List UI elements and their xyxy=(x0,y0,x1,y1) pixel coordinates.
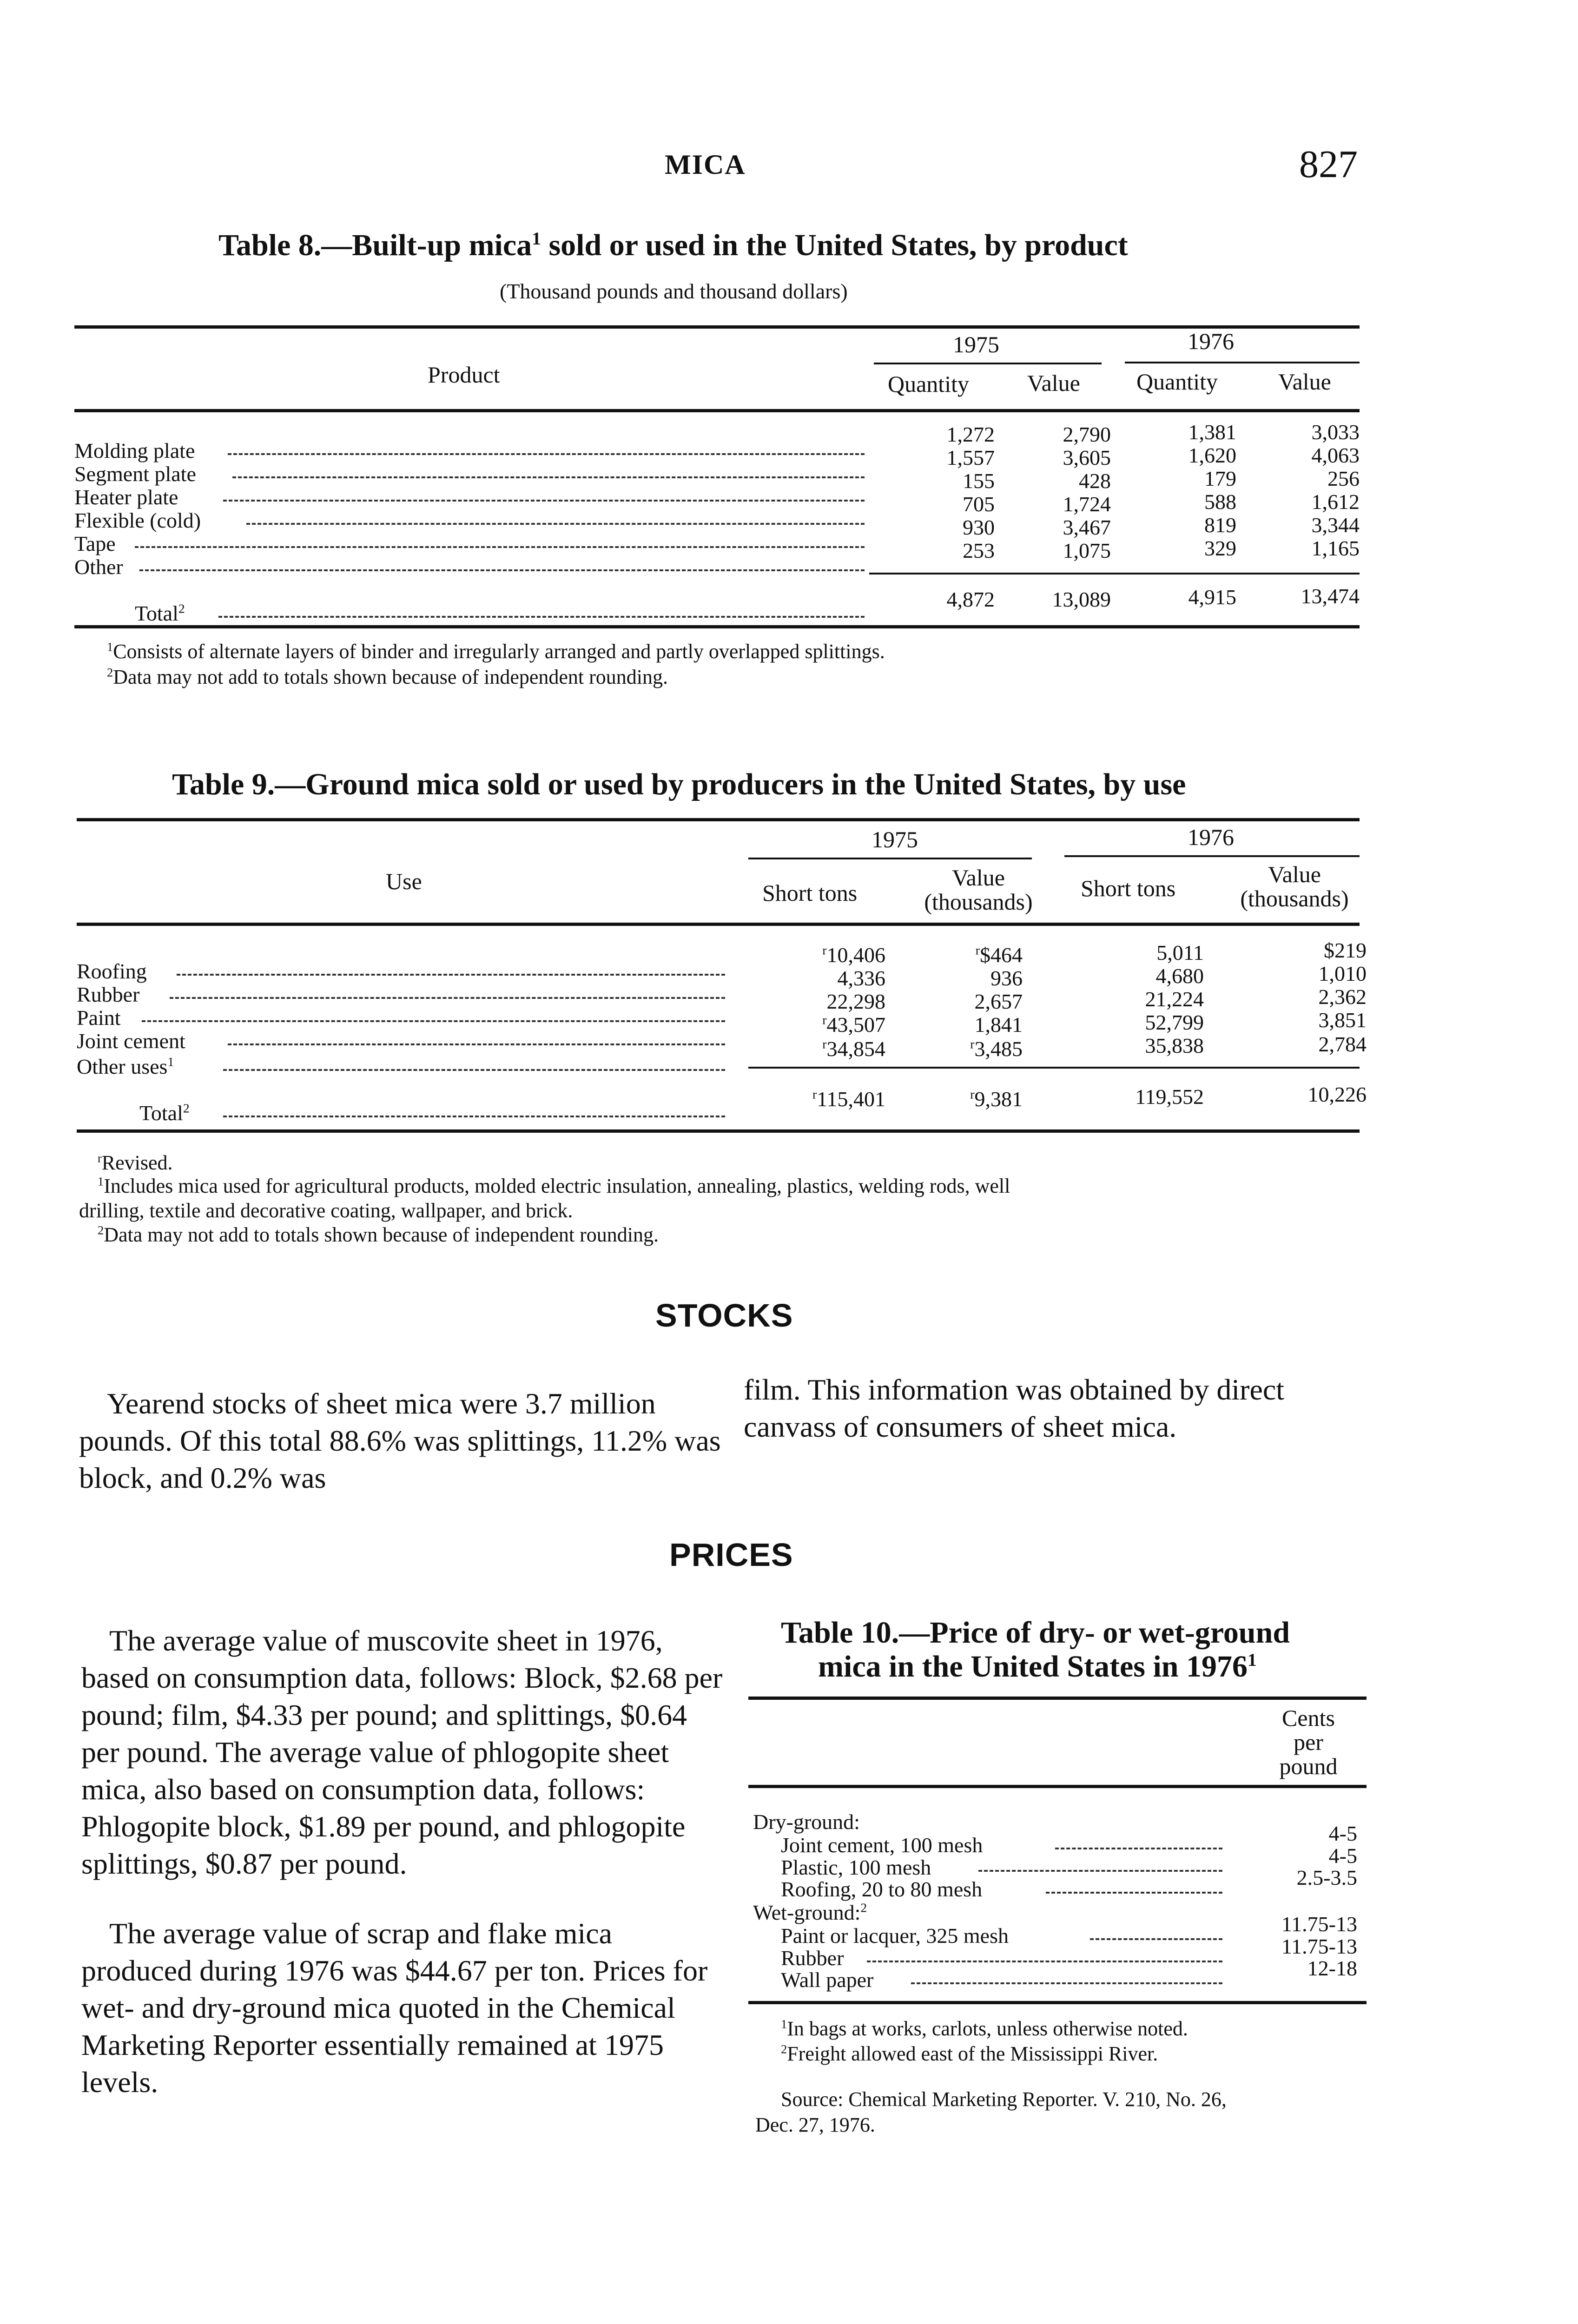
table8-cell: 4,063 xyxy=(1311,443,1360,467)
table9-cell: $^r$43,507 xyxy=(822,1012,885,1037)
table10-row-label: Joint cement, 100 mesh xyxy=(781,1833,983,1857)
table8-total-label: Total$^2$ xyxy=(135,601,185,625)
table9-col-value-1976: Value (thousands) xyxy=(1240,861,1349,911)
prices-heading: PRICES xyxy=(669,1537,793,1573)
table9-total-rule xyxy=(748,1067,1360,1069)
table9-top-rule xyxy=(77,818,1360,821)
table8-cell: 1,075 xyxy=(1063,539,1111,562)
table9-col-short-tons-1975: Short tons xyxy=(762,880,858,906)
table10-group-dry: Dry-ground: xyxy=(753,1810,860,1834)
table10-top-rule xyxy=(748,1697,1367,1700)
table8-total-cell: 4,872 xyxy=(946,588,995,611)
table9-cell: 4,680 xyxy=(1155,964,1204,988)
prices-paragraph-2: The average value of scrap and flake mica produced during 1976 was $44.67 per ton. Prices for wet- and dry-ground mica quoted in the Chemical Marketing Reporter essentially remained at 1975 levels. xyxy=(81,1917,708,2099)
dot-leader xyxy=(232,476,865,478)
table8-cell: 3,467 xyxy=(1063,515,1111,539)
table8-row-label: Segment plate xyxy=(74,462,196,486)
table9-footnote-1: $^1$Includes mica used for agricultural products, molded electric insulation, annealing, plastics, welding rods, well xyxy=(98,1174,1010,1197)
table8-cell: 930 xyxy=(963,515,995,539)
table8-bottom-rule xyxy=(74,625,1360,628)
table9-row-label: Rubber xyxy=(77,983,140,1006)
table9-cell: $^r$34,854 xyxy=(822,1037,885,1061)
table9-cell: 22,298 xyxy=(826,990,885,1013)
table9-total-cell: 10,226 xyxy=(1307,1083,1367,1106)
table9-row-label: Roofing xyxy=(77,959,147,983)
table10-group-wet: Wet-ground:$^2$ xyxy=(753,1900,867,1924)
table9-cell: 35,838 xyxy=(1145,1034,1204,1057)
table9-bottom-rule xyxy=(77,1129,1360,1133)
table8-spanner-1975 xyxy=(874,363,1102,364)
dot-leader xyxy=(223,1069,725,1071)
dot-leader xyxy=(1046,1892,1222,1894)
table9-cell: $^r$3,485 xyxy=(970,1037,1023,1061)
table9-footnote-revised: $^r$Revised. xyxy=(98,1151,173,1174)
table8-row-label: Flexible (cold) xyxy=(74,508,201,532)
table9-cell: 2,784 xyxy=(1318,1032,1367,1056)
table9-cell: $219 xyxy=(1324,938,1367,962)
dot-leader xyxy=(228,1043,725,1045)
table9-footnote-1-cont: drilling, textile and decorative coating, wallpaper, and brick. xyxy=(79,1199,573,1222)
table10-row-label: Paint or lacquer, 325 mesh xyxy=(781,1924,1009,1948)
table8-total-cell: 13,089 xyxy=(1052,588,1111,611)
dot-leader xyxy=(223,500,865,502)
table8-cell: 588 xyxy=(1204,490,1236,514)
table10-title-line-1: Table 10.—Price of dry- or wet-ground xyxy=(781,1616,1290,1650)
table9-row-label: Joint cement xyxy=(77,1029,185,1053)
table10-row-label: Wall paper xyxy=(781,1968,874,1992)
table9-cell: 2,657 xyxy=(974,990,1023,1013)
dot-leader xyxy=(139,569,865,571)
dot-leader xyxy=(223,1116,725,1117)
table9-spanner-1976 xyxy=(1064,855,1360,857)
table8-cell: 1,381 xyxy=(1188,420,1236,444)
table8-row-label: Heater plate xyxy=(74,485,178,509)
table8-cell: 1,612 xyxy=(1311,490,1360,514)
table9-head-rule xyxy=(77,923,1360,926)
table10-cell: 11.75-13 xyxy=(1281,1912,1357,1936)
table10-head-rule xyxy=(748,1785,1367,1788)
table9-col-use: Use xyxy=(386,868,422,894)
table8-col-value-1976: Value xyxy=(1278,369,1331,395)
table8-cell: 705 xyxy=(963,492,995,516)
table10-title-line-2: mica in the United States in 1976$^1$ xyxy=(818,1650,1257,1684)
table9-cell: 1,010 xyxy=(1318,962,1367,985)
table8-head-rule xyxy=(74,409,1360,412)
table8-subtitle: (Thousand pounds and thousand dollars) xyxy=(500,279,848,303)
table8-col-quantity-1976: Quantity xyxy=(1136,369,1218,395)
table8-cell: 3,033 xyxy=(1311,420,1360,444)
table9-title: Table 9.—Ground mica sold or used by producers in the United States, by use xyxy=(172,767,1186,801)
prices-paragraph-1: The average value of muscovite sheet in 1976, based on consumption data, follows: Block, $2.68 per pound; film, $4.33 per pound; and splittings, $0.64 per pound. The average value of phlogopite sheet mica, also based on consumption data, follows: Phlogopite block, $1.89 per pound, and phlogopite splittings, $0.87 per pound. xyxy=(81,1624,723,1880)
dot-leader xyxy=(246,523,865,525)
dot-leader xyxy=(228,453,865,455)
table8-cell: 428 xyxy=(1079,469,1111,493)
dot-leader xyxy=(978,1870,1222,1872)
dot-leader xyxy=(218,616,865,618)
table8-col-quantity-1975: Quantity xyxy=(888,371,969,397)
table10-row-label: Roofing, 20 to 80 mesh xyxy=(781,1877,983,1901)
table10-cell: 4-5 xyxy=(1328,1822,1357,1845)
dot-leader xyxy=(135,546,865,548)
table8-cell: 1,620 xyxy=(1188,443,1236,467)
dot-leader xyxy=(911,1982,1222,1984)
table10-cell: 4-5 xyxy=(1328,1844,1357,1868)
page-number: 827 xyxy=(1299,143,1358,186)
table8-cell: 256 xyxy=(1327,467,1360,490)
dot-leader xyxy=(867,1961,1222,1962)
table9-spanner-1975 xyxy=(748,858,1032,859)
table8-col-value-1975: Value xyxy=(1027,370,1080,396)
table8-cell: 1,272 xyxy=(946,423,995,446)
table9-cell: $^r$10,406 xyxy=(822,943,885,967)
table9-cell: 2,362 xyxy=(1318,985,1367,1009)
table9-total-label: Total$^2$ xyxy=(139,1101,190,1125)
table10-cell: 11.75-13 xyxy=(1281,1934,1357,1958)
table8-cell: 819 xyxy=(1204,513,1236,537)
table9-total-cell: $^r$9,381 xyxy=(970,1087,1023,1111)
table8-title: Table 8.—Built-up mica$^1$ sold or used in the United States, by product xyxy=(218,228,1128,262)
dot-leader xyxy=(1055,1848,1222,1849)
table10-bottom-rule xyxy=(748,2001,1367,2004)
dot-leader xyxy=(1090,1938,1222,1940)
table9-cell: 21,224 xyxy=(1145,987,1204,1011)
table8-cell: 3,605 xyxy=(1063,446,1111,469)
table9-year-1975: 1975 xyxy=(872,826,918,852)
table8-row-label: Tape xyxy=(74,532,116,555)
stocks-paragraph-right: film. This information was obtained by direct canvass of consumers of sheet mica. xyxy=(744,1373,1285,1443)
table9-cell: 5,011 xyxy=(1156,941,1204,964)
table9-total-cell: $^r$115,401 xyxy=(812,1087,885,1111)
table9-row-label: Paint xyxy=(77,1006,121,1030)
table8-total-cell: 13,474 xyxy=(1301,584,1360,608)
table8-cell: 1,557 xyxy=(946,446,995,469)
table9-cell: 936 xyxy=(990,966,1023,990)
table8-year-1976: 1976 xyxy=(1188,328,1234,354)
table8-total-cell: 4,915 xyxy=(1188,585,1236,609)
table9-cell: 52,799 xyxy=(1145,1010,1204,1034)
table10-row-label: Plastic, 100 mesh xyxy=(781,1855,931,1879)
table10-source-line-1: Source: Chemical Marketing Reporter. V. 210, No. 26, xyxy=(781,2088,1227,2111)
table9-row-label: Other uses$^1$ xyxy=(77,1054,174,1078)
table8-footnote-1: $^1$Consists of alternate layers of binder and irregularly arranged and partly overlapped splittings. xyxy=(107,640,885,663)
table8-row-label: Molding plate xyxy=(74,439,195,462)
table10-row-label: Rubber xyxy=(781,1946,844,1970)
table8-row-label: Other xyxy=(74,555,123,579)
table9-cell: 1,841 xyxy=(974,1013,1023,1037)
table10-footnote-2: $^2$Freight allowed east of the Mississippi River. xyxy=(781,2042,1158,2065)
table10-source-line-2: Dec. 27, 1976. xyxy=(755,2113,875,2136)
table8-cell: 1,165 xyxy=(1311,536,1360,560)
table8-cell: 253 xyxy=(963,539,995,562)
dot-leader xyxy=(177,974,725,976)
table8-year-1975: 1975 xyxy=(953,331,999,357)
dot-leader xyxy=(170,997,725,999)
table8-col-product: Product xyxy=(428,362,500,388)
table9-col-short-tons-1976: Short tons xyxy=(1081,875,1176,901)
table9-year-1976: 1976 xyxy=(1188,824,1234,850)
table8-cell: 1,724 xyxy=(1063,492,1111,516)
table8-cell: 3,344 xyxy=(1311,513,1360,537)
table9-cell: $^r$\$464 xyxy=(975,943,1023,967)
table8-cell: 329 xyxy=(1204,536,1236,560)
table8-cell: 2,790 xyxy=(1063,423,1111,446)
table9-footnote-2: $^2$Data may not add to totals shown because of independent rounding. xyxy=(98,1223,659,1246)
running-title: MICA xyxy=(665,149,746,180)
stocks-heading: STOCKS xyxy=(655,1297,793,1334)
table9-col-value-1975: Value (thousands) xyxy=(924,865,1033,915)
table8-cell: 179 xyxy=(1204,467,1236,490)
table8-spanner-1976 xyxy=(1125,362,1360,363)
table9-cell: 3,851 xyxy=(1318,1008,1367,1032)
table8-total-rule xyxy=(869,573,1360,574)
stocks-paragraph-left: Yearend stocks of sheet mica were 3.7 million pounds. Of this total 88.6% was splittings, 11.2% was block, and 0.2% was xyxy=(79,1387,721,1494)
table9-cell: 4,336 xyxy=(837,966,885,990)
table9-total-cell: 119,552 xyxy=(1135,1085,1204,1109)
table10-cell: 2.5-3.5 xyxy=(1296,1866,1357,1889)
table10-cell: 12-18 xyxy=(1307,1956,1357,1980)
table8-footnote-2: $^2$Data may not add to totals shown because of independent rounding. xyxy=(107,665,668,688)
table10-footnote-1: $^1$In bags at works, carlots, unless otherwise noted. xyxy=(781,2017,1188,2040)
table8-cell: 155 xyxy=(963,469,995,493)
table10-col-head: Cents per pound xyxy=(1279,1705,1338,1779)
table8-top-rule xyxy=(74,325,1360,329)
dot-leader xyxy=(142,1020,725,1022)
